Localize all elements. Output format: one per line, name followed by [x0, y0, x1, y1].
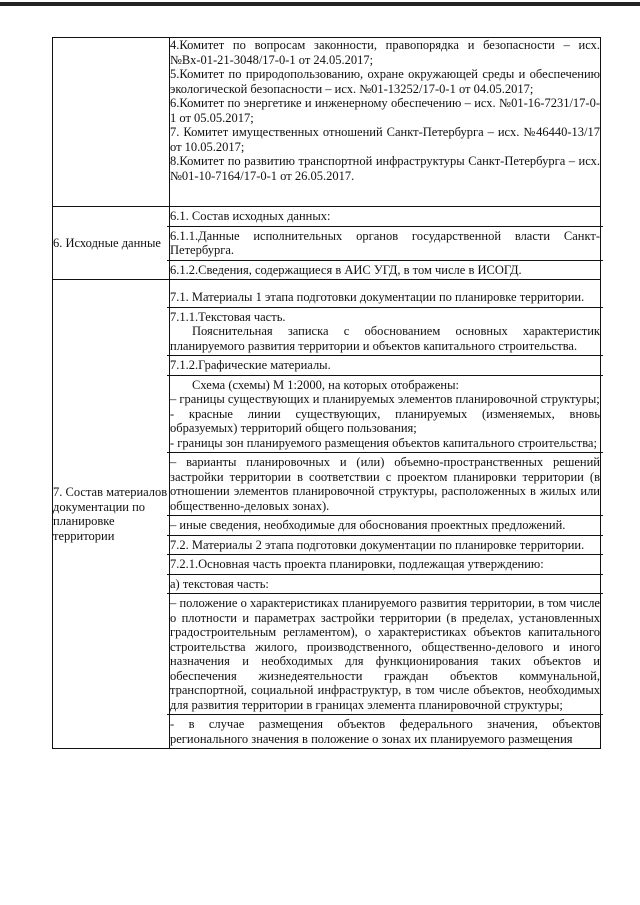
table-row-source-data — [53, 207, 601, 280]
materials-item: 7.1.1.Текстовая часть. — [170, 309, 286, 324]
materials-block — [167, 280, 603, 308]
materials-item: Пояснительная записка с обоснованием основных характеристик планируемого развития территории и объектов капитального строительства. — [170, 324, 600, 353]
table-row-committees — [53, 38, 601, 207]
materials-item: 7.1. Материалы 1 этапа подготовки документации по планировке территории. — [170, 290, 585, 304]
row-label-source-data: 6. Исходные данные — [53, 207, 170, 280]
row-label-materials: 7. Состав материалов документации по планировке территории — [53, 280, 170, 749]
materials-block — [167, 575, 603, 595]
materials-block — [167, 516, 603, 536]
materials-item: - границы зон планируемого размещения объектов капитального строительства; — [170, 435, 597, 450]
materials-block — [167, 536, 603, 556]
top-border-line — [0, 2, 640, 6]
source-data-block-2 — [167, 227, 603, 261]
row-content-committees — [170, 38, 601, 207]
row-label — [53, 38, 170, 207]
materials-item: – границы существующих и планируемых элементов планировочной структуры; — [170, 392, 600, 406]
committee-item-6: 6.Комитет по энергетике и инженерному обеспечению – исх. №01-16-7231/17-0-1 от 05.05.2017; — [170, 96, 600, 125]
materials-item: – иные сведения, необходимые для обоснования проектных предложений. — [170, 518, 566, 532]
committee-item-4: 4.Комитет по вопросам законности, правопорядка и безопасности – исх. №Вх-01-21-3048/17-0-1 от 24.05.2017; — [170, 38, 600, 67]
materials-item: 7.2.1.Основная часть проекта планировки, подлежащая утверждению: — [170, 557, 544, 571]
materials-block — [167, 376, 603, 454]
materials-item: – варианты планировочных и (или) объемно-пространственных решений застройки территории в соответствии с проектом планировки территории (в отношении элементов планировочной структуры, расположенных в жилых или общественно-деловых зонах). — [170, 455, 600, 513]
materials-item: Схема (схемы) М 1:2000, на которых отображены: — [192, 377, 459, 392]
committee-item-5: 5.Комитет по природопользованию, охране окружающей среды и обеспечению экологической безопасности – исх. №01-13252/17-0-1 от 04.05.2017; — [170, 67, 600, 96]
materials-block — [167, 715, 603, 748]
document-table — [52, 37, 601, 749]
committee-item-8: 8.Комитет по развитию транспортной инфраструктуры Санкт-Петербурга – исх. №01-10-7164/17-0-1 от 26.05.2017. — [170, 154, 600, 183]
materials-block — [167, 555, 603, 575]
row-content-source-data — [170, 207, 601, 280]
source-data-item: 6.1. Состав исходных данных: — [170, 209, 331, 223]
materials-item: - красные линии существующих, планируемых (изменяемых, вновь образуемых) территорий общего пользования; — [170, 406, 600, 435]
table-row-materials — [53, 280, 601, 749]
materials-block — [167, 356, 603, 376]
materials-item: а) текстовая часть: — [170, 576, 269, 591]
committee-item-7: 7. Комитет имущественных отношений Санкт-Петербурга – исх. №46440-13/17 от 10.05.2017; — [170, 125, 600, 154]
source-data-block-1 — [167, 207, 603, 227]
row-content-materials — [170, 280, 601, 749]
materials-item: 7.1.2.Графические материалы. — [170, 358, 331, 372]
source-data-block-3 — [167, 261, 603, 280]
materials-block — [167, 453, 603, 516]
materials-item: 7.2. Материалы 2 этапа подготовки документации по планировке территории. — [170, 537, 585, 552]
source-data-item: 6.1.1.Данные исполнительных органов государственной власти Санкт-Петербурга. — [170, 228, 600, 257]
materials-block — [167, 594, 603, 715]
materials-item: – положение о характеристиках планируемого развития территории, в том числе о плотности и параметрах застройки территории (в пределах, установленных градостроительным регламентом), о характеристиках объектов капитального строительства жилого, производственного, общественно-делового и иного назначения и необходимых для функционирования таких объектов и обеспечения жизнедеятельности граждан объектов коммунальной, транспортной, социальной инфраструктур, в том числе объектов, необходимых для развития территории в границах элемента планировочной структуры; — [170, 596, 600, 712]
source-data-item: 6.1.2.Сведения, содержащиеся в АИС УГД, в том числе в ИСОГД. — [170, 262, 522, 277]
materials-item: - в случае размещения объектов федерального значения, объектов регионального значения в положение о зонах их планируемого размещения — [170, 717, 600, 746]
materials-block — [167, 308, 603, 357]
